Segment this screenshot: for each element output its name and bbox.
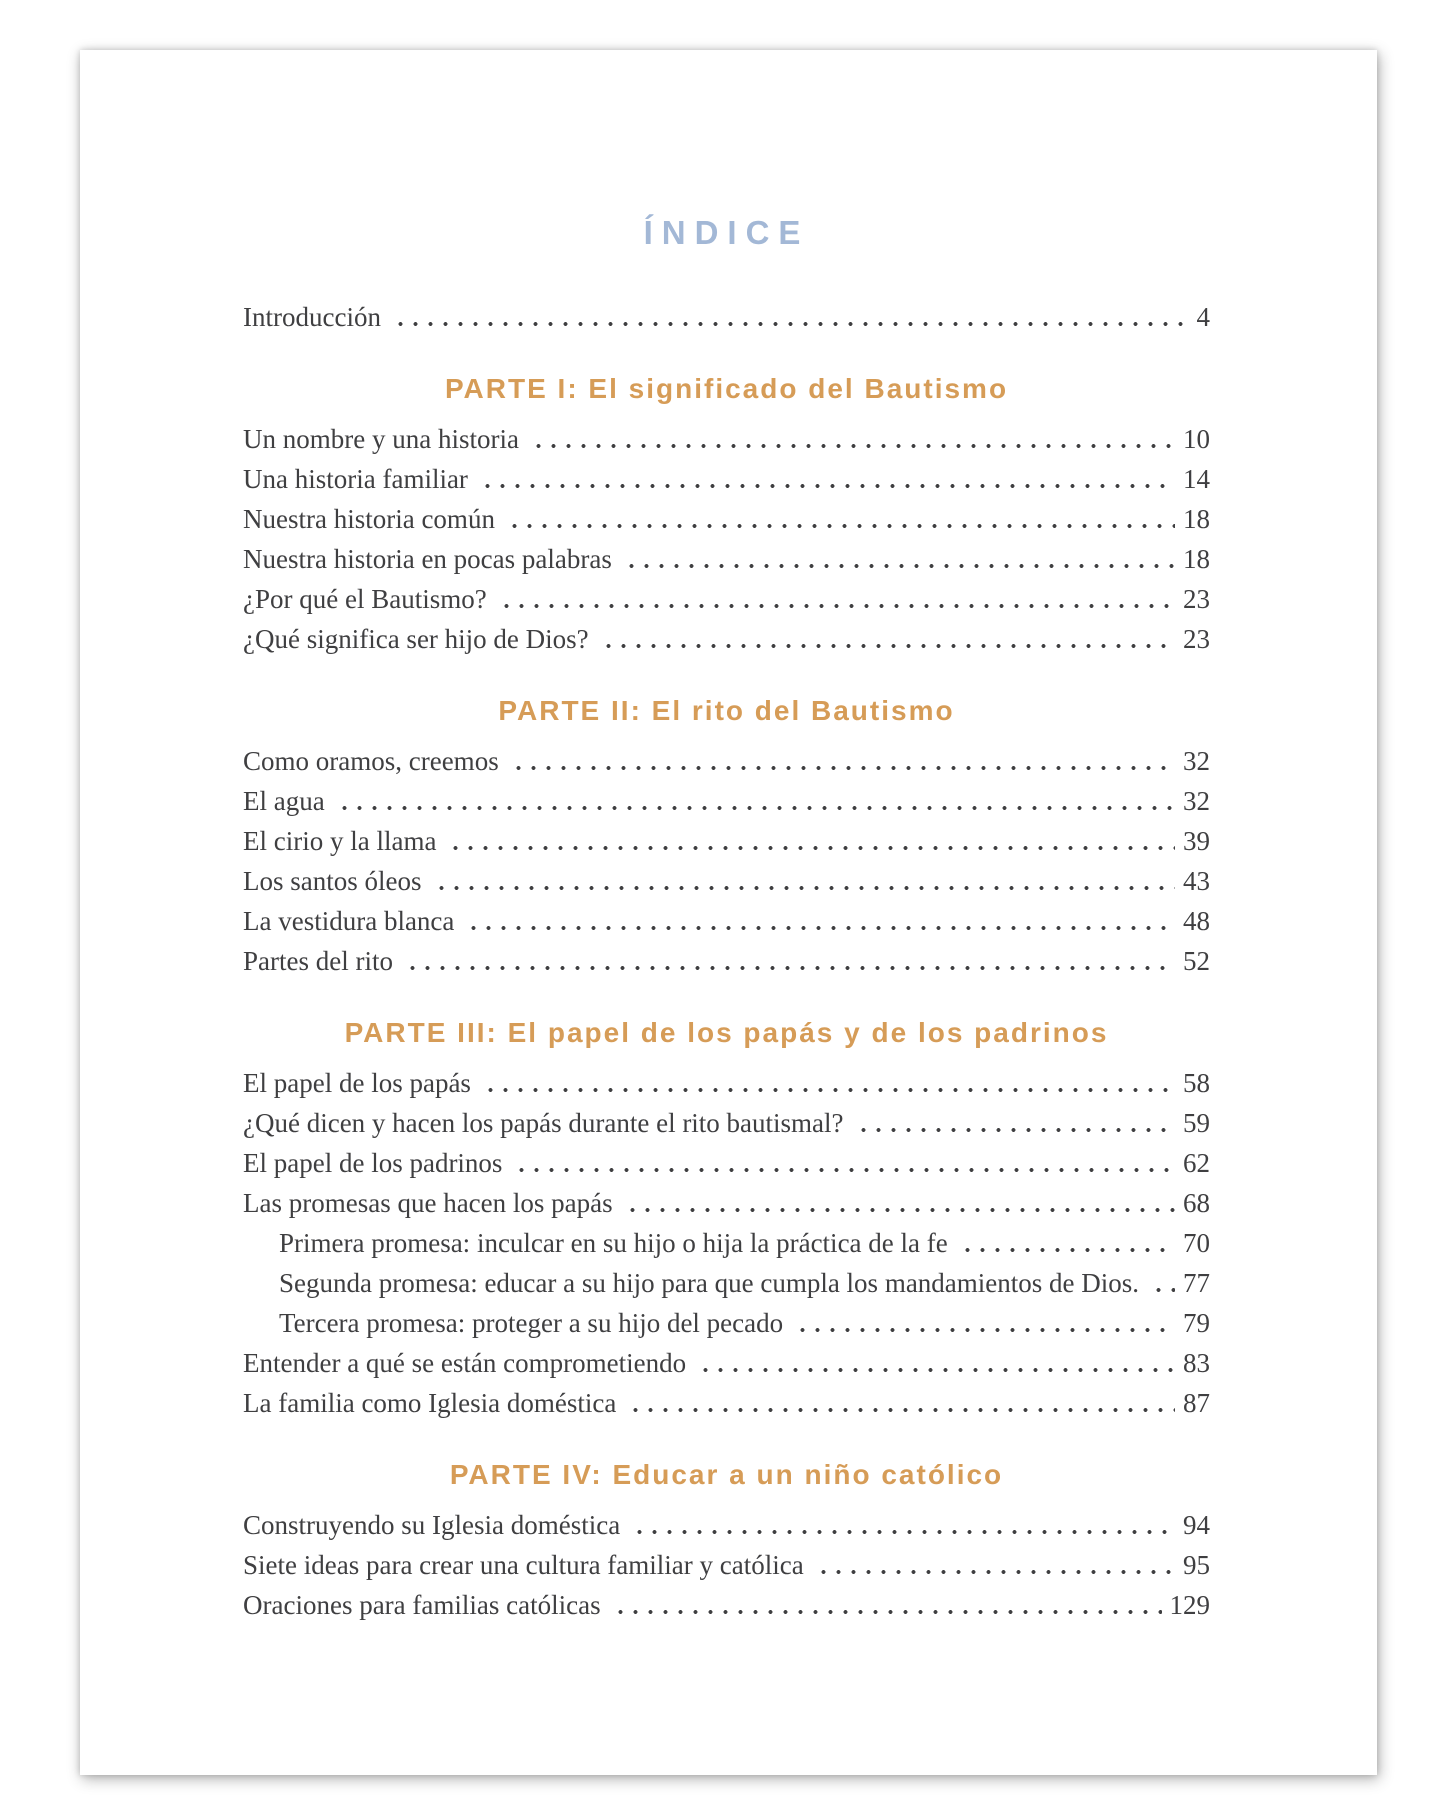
- dot-leader: [405, 965, 1175, 971]
- toc-entry: [243, 941, 1210, 981]
- section-heading: PARTE I: El significado del Bautismo: [444, 373, 1009, 404]
- toc-entry: [243, 619, 1210, 659]
- toc-entry: [243, 741, 1210, 781]
- toc-entry-page: 83: [1183, 1348, 1210, 1378]
- toc-entry-label: Una historia familiar: [243, 464, 468, 494]
- toc-entry: [243, 1383, 1210, 1423]
- dot-leader: [483, 1087, 1175, 1093]
- dot-leader: [514, 1167, 1175, 1173]
- dot-leader: [466, 925, 1175, 931]
- dot-leader: [499, 603, 1175, 609]
- toc-entry: [243, 1585, 1210, 1625]
- toc-entry-label: La familia como Iglesia doméstica: [243, 1388, 617, 1418]
- toc-entry-label: El papel de los padrinos: [243, 1148, 503, 1178]
- toc-entry-page: 23: [1183, 624, 1210, 654]
- toc-entry-page: 14: [1183, 464, 1210, 494]
- toc-entry-page: 18: [1183, 544, 1210, 574]
- toc-entry: [243, 1303, 1210, 1343]
- toc-entry: [243, 1263, 1210, 1303]
- toc-entry-label: Tercera promesa: proteger a su hijo del pecado: [279, 1308, 784, 1338]
- toc-entry: [243, 1103, 1210, 1143]
- toc-entry: [243, 781, 1210, 821]
- toc-entry-page: 129: [1169, 1590, 1210, 1620]
- toc-entry: [243, 821, 1210, 861]
- section-heading: PARTE III: El papel de los papás y de los padrinos: [344, 1017, 1109, 1048]
- toc-entry-label: Entender a qué se están comprometiendo: [243, 1348, 687, 1378]
- toc-entry-page: 70: [1183, 1228, 1210, 1258]
- dot-leader: [507, 523, 1175, 529]
- toc-entry-label: Construyendo su Iglesia doméstica: [243, 1510, 621, 1540]
- toc-entry-page: 10: [1183, 424, 1210, 454]
- dot-leader: [795, 1327, 1175, 1333]
- toc-entry: [243, 1545, 1210, 1585]
- toc-entry-page: 77: [1183, 1268, 1210, 1298]
- toc-entry-page: 39: [1183, 826, 1210, 856]
- dot-leader: [448, 845, 1175, 851]
- dot-leader: [632, 1529, 1175, 1535]
- toc-entry: [243, 861, 1210, 901]
- dot-leader: [960, 1247, 1175, 1253]
- toc-entry-page: 32: [1183, 786, 1210, 816]
- dot-leader: [625, 1207, 1175, 1213]
- dot-leader: [816, 1569, 1175, 1575]
- toc-entry-page: 23: [1183, 584, 1210, 614]
- toc-entry-page: 95: [1183, 1550, 1210, 1580]
- toc-entry-label: Primera promesa: inculcar en su hijo o hija la práctica de la fe: [279, 1228, 948, 1258]
- toc-entry-label: Segunda promesa: educar a su hijo para que cumpla los mandamientos de Dios.: [279, 1268, 1140, 1298]
- toc-entry-page: 87: [1183, 1388, 1210, 1418]
- toc-entry-label: El cirio y la llama: [243, 826, 437, 856]
- toc-entry: [243, 1223, 1210, 1263]
- toc-entry: [243, 1343, 1210, 1383]
- dot-leader: [624, 563, 1175, 569]
- toc-entry-page: 68: [1183, 1188, 1210, 1218]
- toc-entry-page: 4: [1196, 302, 1210, 332]
- dot-leader: [480, 483, 1175, 489]
- toc-entry-page: 79: [1183, 1308, 1210, 1338]
- toc-entry: [243, 1143, 1210, 1183]
- section-heading: PARTE II: El rito del Bautismo: [498, 695, 955, 726]
- toc-entry: [243, 297, 1210, 337]
- toc-entry-page: 48: [1183, 906, 1210, 936]
- toc-entry-label: El agua: [243, 786, 325, 816]
- toc-entry: [243, 579, 1210, 619]
- toc-entry-label: La vestidura blanca: [243, 906, 455, 936]
- toc-entry-label: Las promesas que hacen los papás: [243, 1188, 613, 1218]
- dot-leader: [337, 805, 1175, 811]
- dot-leader: [613, 1609, 1162, 1615]
- dot-leader: [1151, 1287, 1175, 1293]
- toc-entry-page: 58: [1183, 1068, 1210, 1098]
- dot-leader: [628, 1407, 1175, 1413]
- dot-leader: [531, 443, 1175, 449]
- toc-entry: [243, 539, 1210, 579]
- toc-entry-label: Partes del rito: [243, 946, 393, 976]
- toc-entry-label: ¿Qué significa ser hijo de Dios?: [243, 624, 589, 654]
- toc-entry-page: 59: [1183, 1108, 1210, 1138]
- dot-leader: [856, 1127, 1175, 1133]
- toc-entry-page: 94: [1183, 1510, 1210, 1540]
- dot-leader: [698, 1367, 1175, 1373]
- toc-entry-label: Nuestra historia en pocas palabras: [243, 544, 612, 574]
- toc-entry: [243, 1505, 1210, 1545]
- document-page: [80, 50, 1377, 1775]
- toc-entry-label: Introducción: [243, 302, 381, 332]
- toc-entry-label: ¿Qué dicen y hacen los papás durante el rito bautismal?: [243, 1108, 844, 1138]
- page-title: ÍNDICE: [643, 214, 810, 251]
- section-heading: PARTE IV: Educar a un niño católico: [449, 1459, 1004, 1490]
- dot-leader: [511, 765, 1175, 771]
- toc-entry-label: Un nombre y una historia: [243, 424, 519, 454]
- toc-entry: [243, 499, 1210, 539]
- toc-entry: [243, 1063, 1210, 1103]
- toc-entry-label: Como oramos, creemos: [243, 746, 499, 776]
- dot-leader: [393, 321, 1189, 327]
- toc-entry-page: 43: [1183, 866, 1210, 896]
- toc-entry-label: ¿Por qué el Bautismo?: [243, 584, 487, 614]
- toc-entry-page: 18: [1183, 504, 1210, 534]
- toc-entry: [243, 459, 1210, 499]
- toc-entry-label: Oraciones para familias católicas: [243, 1590, 601, 1620]
- toc-entry-page: 62: [1183, 1148, 1210, 1178]
- toc-entry-label: El papel de los papás: [243, 1068, 471, 1098]
- dot-leader: [434, 885, 1176, 891]
- toc-entry-page: 32: [1183, 746, 1210, 776]
- toc-entry: [243, 901, 1210, 941]
- toc-entry-label: Siete ideas para crear una cultura familiar y católica: [243, 1550, 804, 1580]
- toc-entry-page: 52: [1183, 946, 1210, 976]
- toc-entry: [243, 419, 1210, 459]
- toc-entry: [243, 1183, 1210, 1223]
- toc-entry-label: Nuestra historia común: [243, 504, 495, 534]
- dot-leader: [601, 643, 1175, 649]
- toc-entry-label: Los santos óleos: [243, 866, 422, 896]
